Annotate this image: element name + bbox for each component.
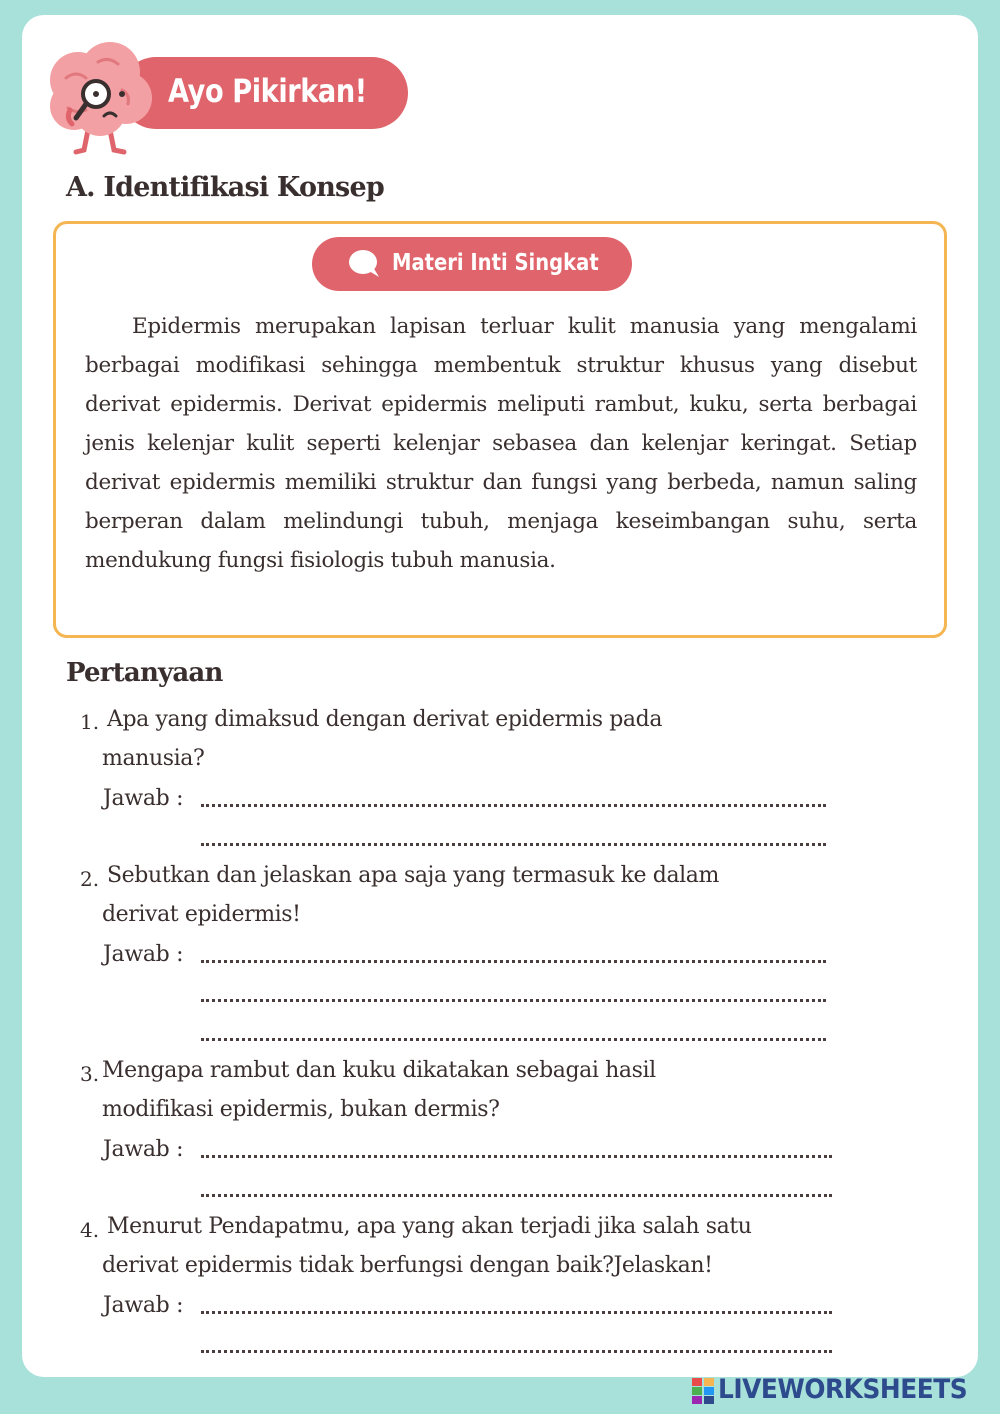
question-1-answer-line-1[interactable] <box>201 804 826 807</box>
question-3-line1: Mengapa rambut dan kuku dikatakan sebagai hasil <box>102 1058 656 1083</box>
speech-bubble-icon <box>347 249 381 279</box>
question-2-line2: derivat epidermis! <box>102 902 301 927</box>
materi-paragraph: Epidermis merupakan lapisan terluar kulit manusia yang mengalami berbagai modifikasi sehingga membentuk struktur khusus yang disebut derivat epidermis. Derivat epidermis meliputi rambut, kuku, serta berbagai jenis kelenjar kulit seperti kelenjar sebasea dan kelenjar keringat. Setiap derivat epidermis memiliki struktur dan fungsi yang berbeda, namun saling berperan dalam melindungi tubuh, menjaga keseimbangan suhu, serta mendukung fungsi fisiologis tubuh manusia. <box>85 314 917 573</box>
question-4-line1: Menurut Pendapatmu, apa yang akan terjadi jika salah satu <box>107 1214 752 1239</box>
question-4-answer-line-1[interactable] <box>201 1311 832 1314</box>
question-2-answer-line-2[interactable] <box>201 999 826 1002</box>
worksheet-page <box>22 15 978 1377</box>
question-4-number: 4. <box>80 1218 100 1242</box>
question-4-line2: derivat epidermis tidak berfungsi dengan baik?Jelaskan! <box>102 1253 713 1278</box>
question-4-answer-line-2[interactable] <box>201 1350 832 1353</box>
question-1-answer-line-2[interactable] <box>201 843 826 846</box>
question-4-answer-label: Jawab : <box>103 1293 184 1318</box>
brain-mascot-icon <box>38 38 164 158</box>
question-2-answer-line-3[interactable] <box>201 1038 826 1041</box>
question-2-answer-label: Jawab : <box>103 942 184 967</box>
question-2-line1: Sebutkan dan jelaskan apa saja yang termasuk ke dalam <box>107 863 719 888</box>
liveworksheets-brand: LIVEWORKSHEETS <box>718 1374 968 1405</box>
question-3-answer-line-2[interactable] <box>201 1194 832 1197</box>
question-2-number: 2. <box>80 867 100 891</box>
question-3-line2: modifikasi epidermis, bukan dermis? <box>102 1097 500 1122</box>
question-3-answer-line-1[interactable] <box>201 1155 832 1158</box>
question-3-answer-label: Jawab : <box>103 1137 184 1162</box>
banner-title: Ayo Pikirkan! <box>168 72 367 110</box>
questions-heading: Pertanyaan <box>66 658 223 688</box>
question-3-number: 3. <box>80 1062 100 1086</box>
liveworksheets-logo-icon <box>692 1378 714 1404</box>
question-2-answer-line-1[interactable] <box>201 960 826 963</box>
section-title: A. Identifikasi Konsep <box>66 172 384 203</box>
materi-pill-label: Materi Inti Singkat <box>392 250 599 276</box>
question-1-number: 1. <box>80 710 100 734</box>
question-1-answer-label: Jawab : <box>103 786 184 811</box>
question-1-line1: Apa yang dimaksud dengan derivat epidermis pada <box>107 707 663 732</box>
question-1-line2: manusia? <box>102 746 205 771</box>
